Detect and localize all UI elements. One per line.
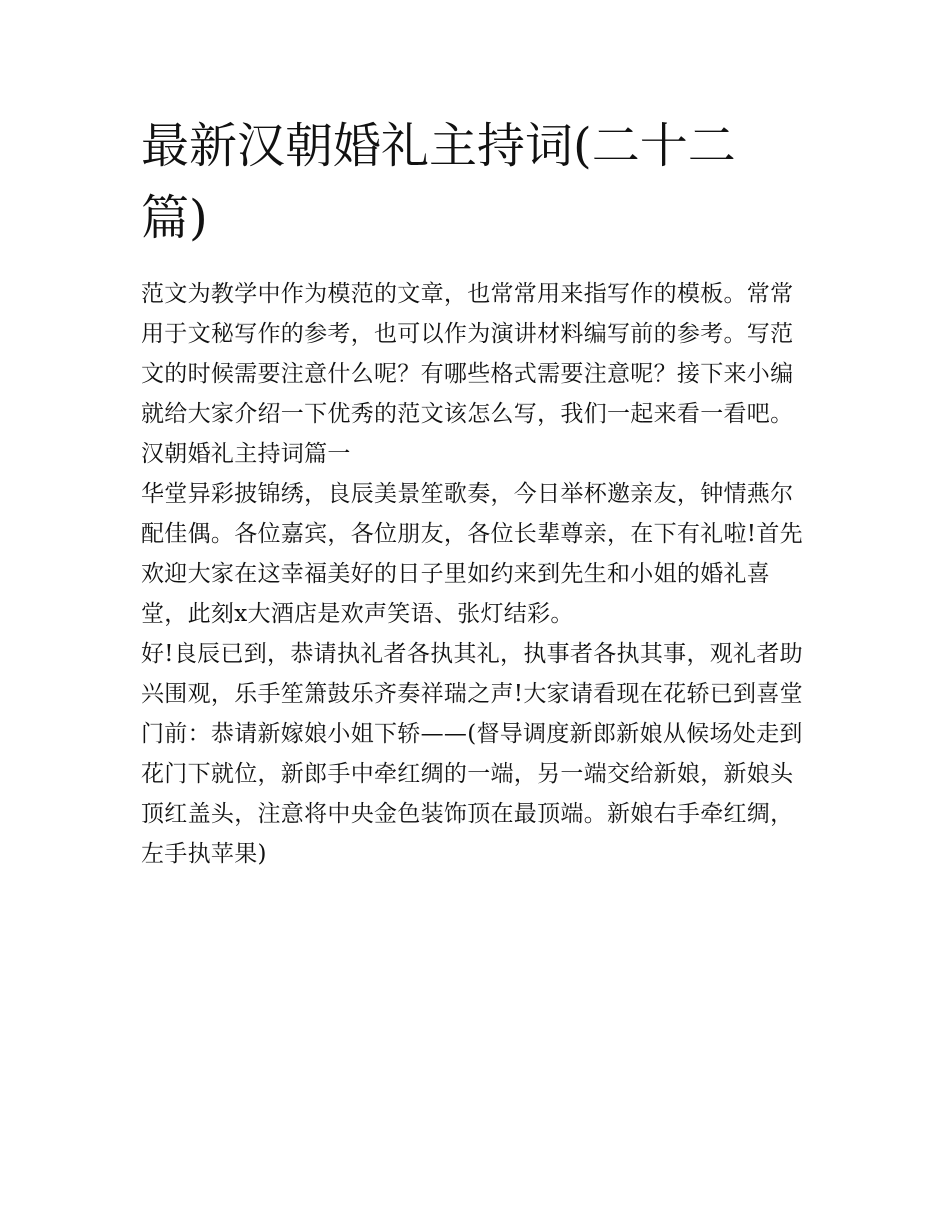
body-paragraph-1: 华堂异彩披锦绣，良辰美景笙歌奏，今日举杯邀亲友，钟情燕尔配佳偶。各位嘉宾，各位朋友，各位长辈尊亲，在下有礼啦!首先欢迎大家在这幸福美好的日子里如约来到先生和小姐的婚礼喜堂，此刻x大酒店是欢声笑语、张灯结彩。 <box>141 481 803 627</box>
document-title: 最新汉朝婚礼主持词(二十二篇) <box>141 118 736 246</box>
document-body <box>141 274 813 874</box>
body-paragraph-2: 好!良辰已到，恭请执礼者各执其礼，执事者各执其事，观礼者助兴围观，乐手笙箫鼓乐齐奏祥瑞之声!大家请看现在花轿已到喜堂门前：恭请新嫁娘小姐下轿——(督导调度新郎新娘从候场处走到花门下就位，新郎手中牵红绸的一端，另一端交给新娘，新娘头顶红盖头，注意将中央金色装饰顶在最顶端。新娘右手牵红绸，左手执苹果) <box>141 641 803 867</box>
document-page <box>141 110 813 874</box>
intro-paragraph: 范文为教学中作为模范的文章，也常常用来指写作的模板。常常用于文秘写作的参考，也可以作为演讲材料编写前的参考。写范文的时候需要注意什么呢？有哪些格式需要注意呢？接下来小编就给大家介绍一下优秀的范文该怎么写，我们一起来看一看吧。 <box>141 281 794 427</box>
section-heading: 汉朝婚礼主持词篇一 <box>141 441 351 467</box>
